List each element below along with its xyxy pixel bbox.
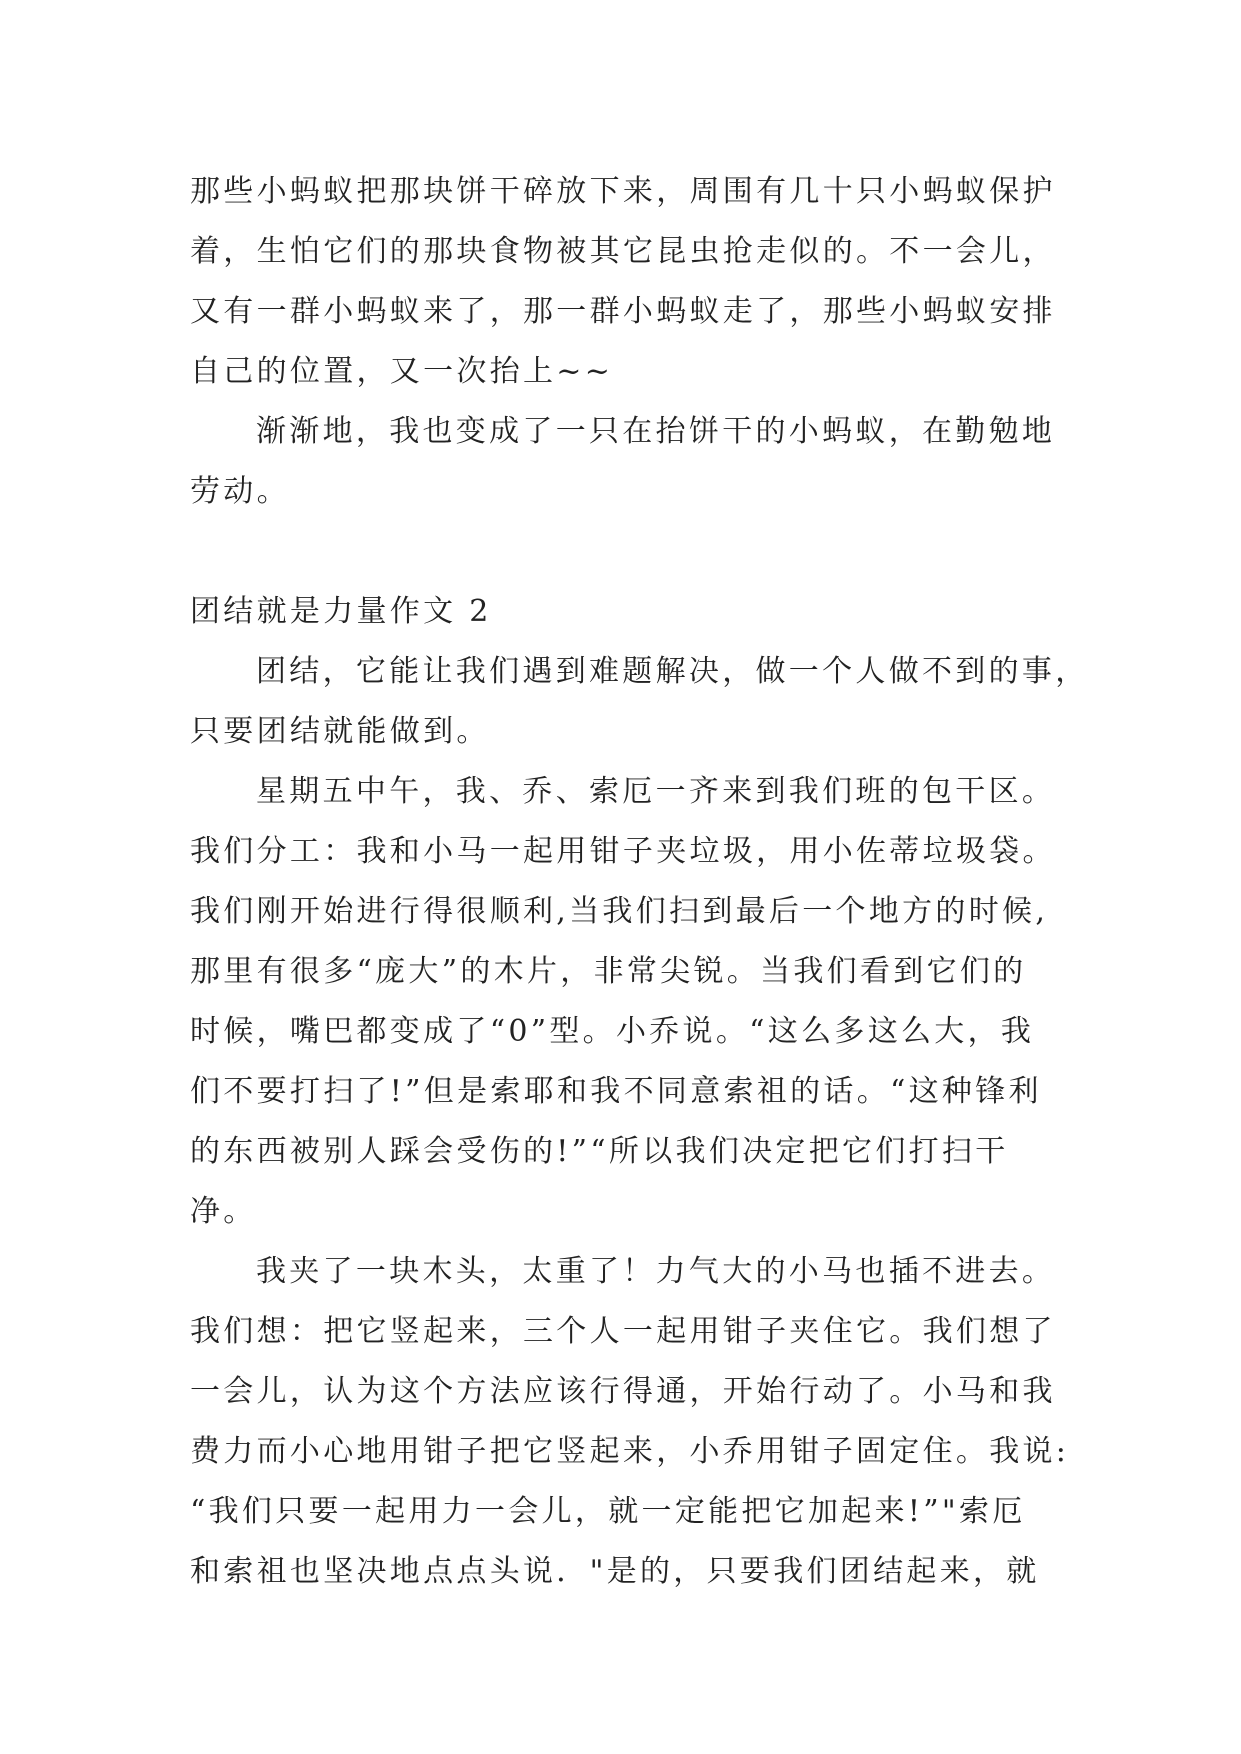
text-line: 那些小蚂蚁把那块饼干碎放下来，周围有几十只小蚂蚁保护	[190, 174, 1056, 209]
text-line: 时候，嘴巴都变成了“0”型。小乔说。“这么多这么大，我	[190, 1014, 1035, 1049]
essay2-paragraph-1	[190, 642, 1089, 762]
text-line: 我们想：把它竖起来，三个人一起用钳子夹住它。我们想了	[190, 1314, 1056, 1349]
section-spacer	[190, 522, 1070, 582]
essay2-paragraph-2	[190, 762, 1070, 1242]
text-line: 渐渐地，我也变成了一只在抬饼干的小蚂蚁，在勤勉地	[256, 414, 1056, 449]
text-line: 我夹了一块木头，太重了！力气大的小马也插不进去。	[256, 1254, 1056, 1289]
text-line: 那里有很多“庞大”的木片，非常尖锐。当我们看到它们的	[190, 954, 1027, 989]
text-line: 的东西被别人踩会受伤的!”“所以我们决定把它们打扫干	[190, 1134, 1009, 1169]
paragraph-continued	[190, 162, 1070, 402]
text-line: 我们刚开始进行得很顺利,当我们扫到最后一个地方的时候,	[190, 894, 1049, 929]
paragraph-ant	[190, 402, 1070, 522]
essay2-paragraph-3	[190, 1242, 1070, 1602]
essay-title: 团结就是力量作文 2	[190, 594, 492, 629]
text-line: 一会儿，认为这个方法应该行得通，开始行动了。小马和我	[190, 1374, 1056, 1409]
text-line: 我们分工：我和小马一起用钳子夹垃圾，用小佐蒂垃圾袋。	[190, 834, 1056, 869]
text-line: 们不要打扫了!”但是索耶和我不同意索祖的话。“这种锋利	[190, 1074, 1042, 1109]
text-line: 星期五中午，我、乔、索厄一齐来到我们班的包干区。	[256, 774, 1056, 809]
text-line: 自己的位置，又一次抬上~~	[190, 354, 614, 389]
text-line: 和索祖也坚决地点点头说．"是的，只要我们团结起来，就	[190, 1554, 1040, 1589]
text-line: 只要团结就能做到。	[190, 714, 490, 749]
text-line: 团结，它能让我们遇到难题解决，做一个人做不到的事，	[256, 654, 1089, 689]
text-line: 着，生怕它们的那块食物被其它昆虫抢走似的。不一会儿，	[190, 234, 1056, 269]
document-body	[190, 162, 1089, 1602]
text-line: “我们只要一起用力一会儿，就一定能把它加起来!”"索厄	[190, 1494, 1026, 1529]
text-line: 劳动。	[190, 474, 290, 509]
text-line: 费力而小心地用钳子把它竖起来，小乔用钳子固定住。我说:	[190, 1434, 1070, 1469]
text-line: 净。	[190, 1194, 257, 1229]
text-line: 又有一群小蚂蚁来了，那一群小蚂蚁走了，那些小蚂蚁安排	[190, 294, 1056, 329]
